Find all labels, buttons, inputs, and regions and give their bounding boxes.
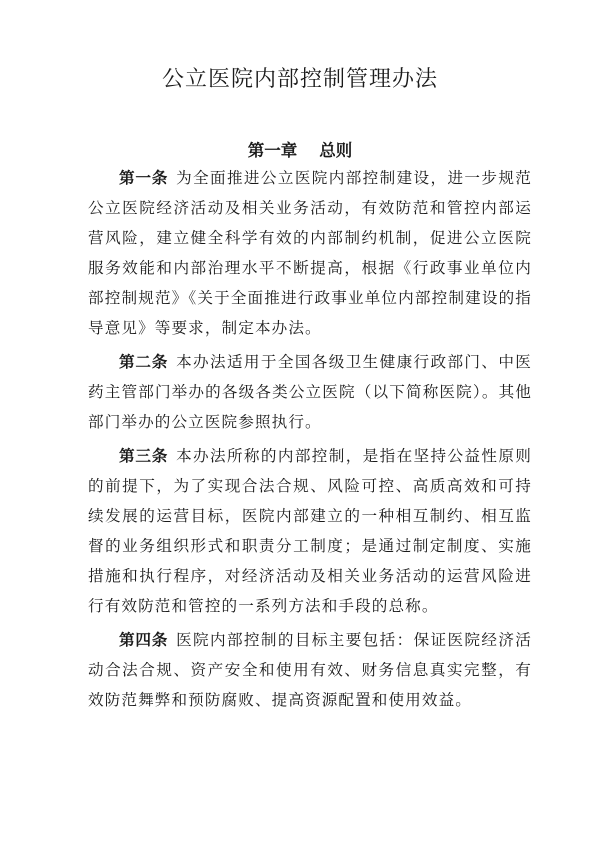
article-4-text: 医院内部控制的目标主要包括：保证医院经济活动合法合规、资产安全和使用有效、财务信息真实完整，有效防范舞弊和预防腐败、提高资源配置和使用效益。 <box>88 631 532 709</box>
article-4-heading: 第四条 <box>119 631 169 649</box>
article-3 <box>88 441 532 621</box>
article-1-heading: 第一条 <box>119 169 169 187</box>
article-1-text: 为全面推进公立医院内部控制建设，进一步规范公立医院经济活动及相关业务活动，有效防范和管控内部运营风险，建立健全科学有效的内部制约机制，促进公立医院服务效能和内部治理水平不断提高，根据《行政事业单位内部控制规范》《关于全面推进行政事业单位内部控制建设的指导意见》等要求，制定本办法。 <box>88 169 532 337</box>
article-2-heading: 第二条 <box>119 353 169 371</box>
chapter-heading <box>0 137 600 161</box>
document-body <box>88 163 532 719</box>
article-3-text: 本办法所称的内部控制，是指在坚持公益性原则的前提下，为了实现合法合规、风险可控、高质高效和可持续发展的运营目标，医院内部建立的一种相互制约、相互监督的业务组织形式和职责分工制度；是通过制定制度、实施措施和执行程序，对经济活动及相关业务活动的运营风险进行有效防范和管控的一系列方法和手段的总称。 <box>88 447 532 615</box>
chapter-name: 总则 <box>319 141 353 160</box>
article-1 <box>88 163 532 343</box>
document-title: 公立医院内部控制管理办法 <box>161 67 438 92</box>
article-2 <box>88 347 532 437</box>
article-2-text: 本办法适用于全国各级卫生健康行政部门、中医药主管部门举办的各级各类公立医院（以下简称医院）。其他部门举办的公立医院参照执行。 <box>88 353 532 431</box>
article-3-heading: 第三条 <box>119 447 169 465</box>
chapter-label: 第一章 <box>247 141 298 160</box>
article-4 <box>88 625 532 715</box>
